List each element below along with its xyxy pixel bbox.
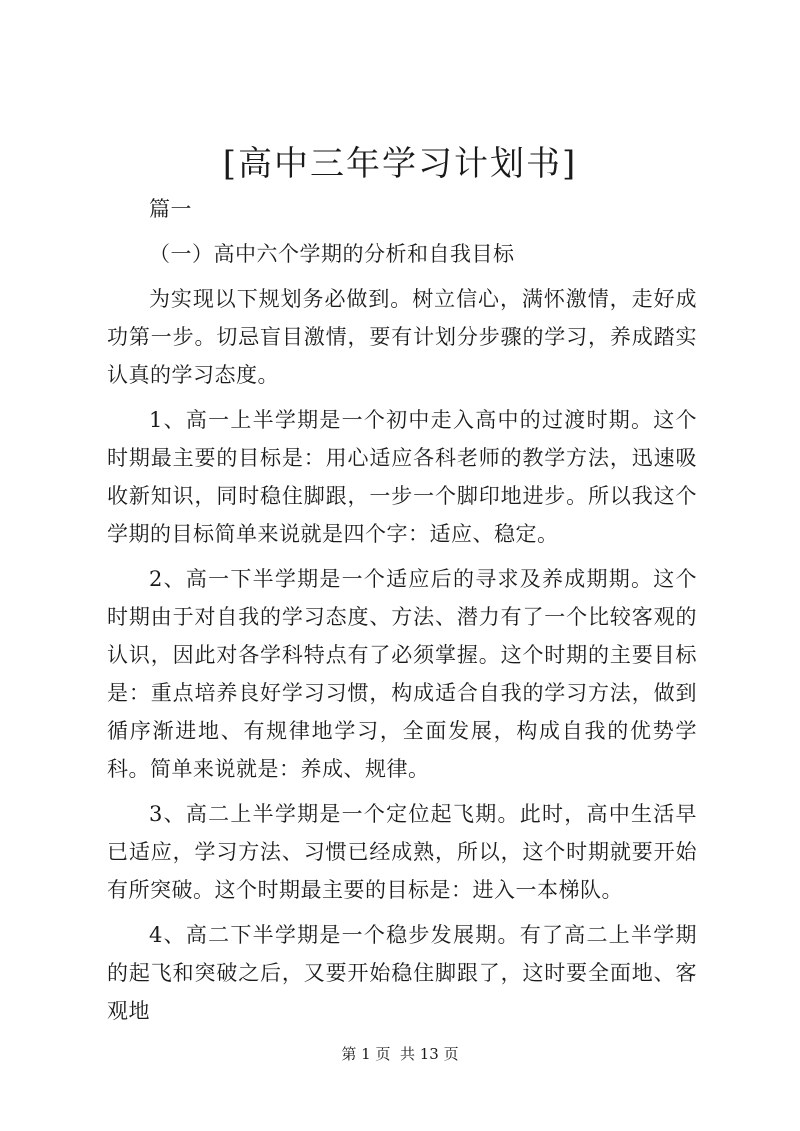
- body-paragraph: 2、高一下半学期是一个适应后的寻求及养成期期。这个时期由于对自我的学习态度、方法、潜力有了一个比较客观的认识，因此对各学科特点有了必须掌握。这个时期的主要目标是：重点培养良好学习习惯，构成适合自我的学习方法，做到循序渐进地、有规律地学习，全面发展，构成自我的优势学科。简单来说就是：养成、规律。: [107, 567, 697, 781]
- body-paragraph: 4、高二下半学期是一个稳步发展期。有了高二上半学期的起飞和突破之后，又要开始稳住脚跟了，这时要全面地、客观地: [107, 923, 697, 1023]
- subsection-heading: （一）高中六个学期的分析和自我目标: [149, 242, 515, 266]
- page-number: 第 1 页 共 13 页: [341, 1045, 459, 1063]
- body-paragraph: 为实现以下规划务必做到。树立信心，满怀激情，走好成功第一步。切忌盲目激情，要有计划分步骤的学习，养成踏实认真的学习态度。: [107, 287, 697, 387]
- section-heading: 篇一: [149, 197, 192, 221]
- document-title: [高中三年学习计划书]: [222, 144, 578, 184]
- body-paragraph: 1、高一上半学期是一个初中走入高中的过渡时期。这个时期最主要的目标是：用心适应各科老师的教学方法，迅速吸收新知识，同时稳住脚跟，一步一个脚印地进步。所以我这个学期的目标简单来说就是四个字：适应、稳定。: [107, 408, 697, 546]
- body-paragraph: 3、高二上半学期是一个定位起飞期。此时，高中生活早已适应，学习方法、习惯已经成熟，所以，这个时期就要开始有所突破。这个时期最主要的目标是：进入一本梯队。: [107, 802, 697, 902]
- page-footer: [0, 1044, 800, 1064]
- document-body: [107, 190, 697, 1037]
